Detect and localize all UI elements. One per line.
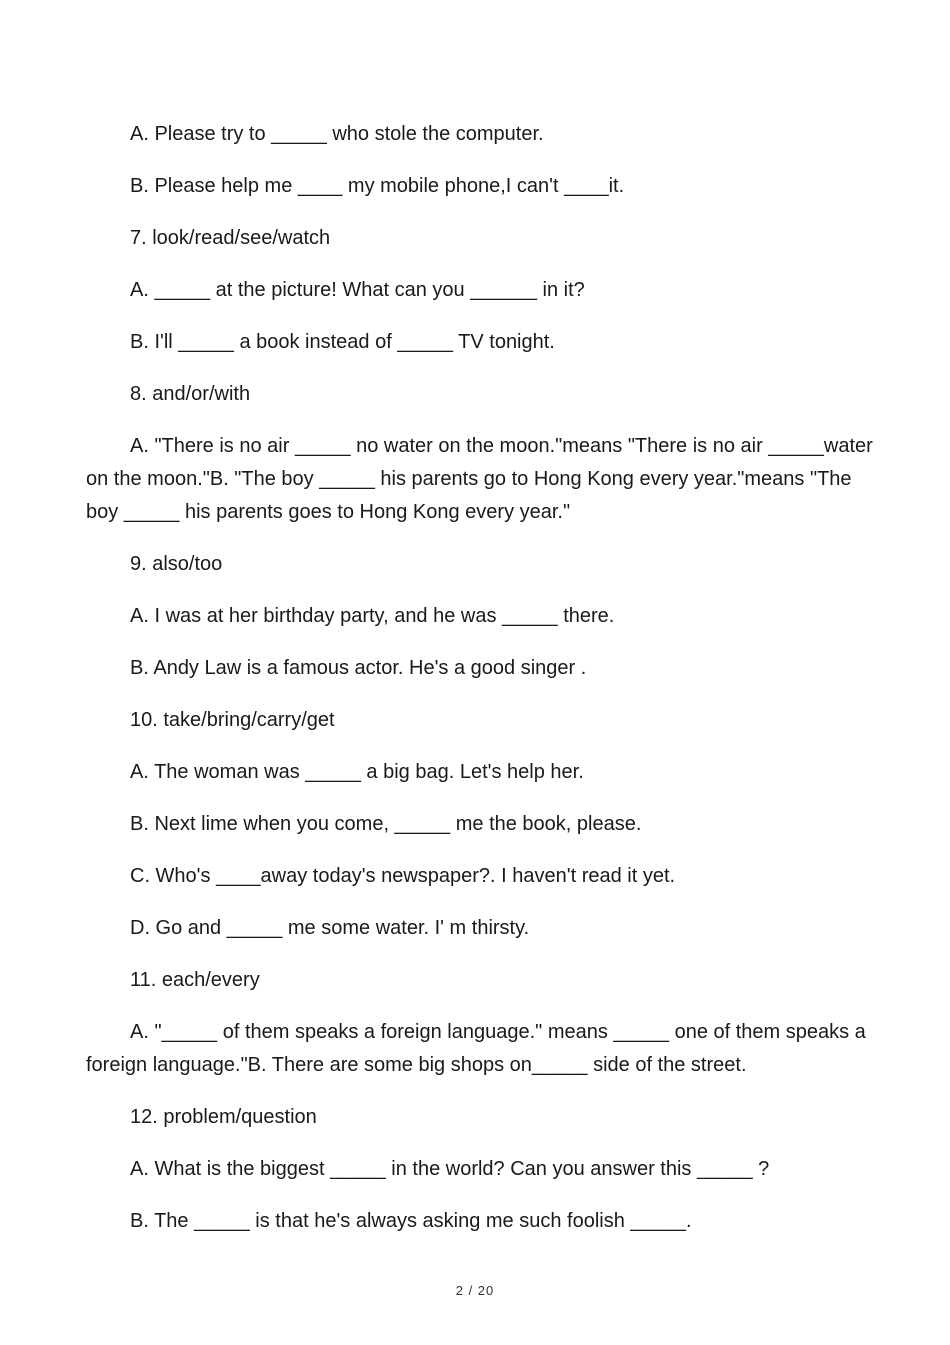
text-paragraph: A. "There is no air _____ no water on the moon."means "There is no air _____water on the moon."B. "The boy _____ his parents go to Hong Kong every year."means "The boy _____ his parents goes to Hong Kong every year." (86, 435, 873, 523)
text-line: D. Go and _____ me some water. I' m thirsty. (130, 917, 530, 939)
section-heading: 8. and/or/with (130, 383, 251, 405)
text-line: B. The _____ is that he's always asking me such foolish _____. (130, 1210, 692, 1232)
text-line: B. I'll _____ a book instead of _____ TV tonight. (130, 331, 555, 353)
section-heading: 12. problem/question (130, 1106, 317, 1128)
text-line: A. Please try to _____ who stole the computer. (130, 123, 544, 145)
section-heading: 9. also/too (130, 553, 223, 575)
text-paragraph: A. "_____ of them speaks a foreign language." means _____ one of them speaks a foreign language."B. There are some big shops on_____ side of the street. (86, 1021, 866, 1076)
text-line: B. Next lime when you come, _____ me the book, please. (130, 813, 642, 835)
section-heading: 11. each/every (130, 969, 260, 991)
text-line: A. I was at her birthday party, and he was _____ there. (130, 605, 615, 627)
text-line: A. The woman was _____ a big bag. Let's help her. (130, 761, 584, 783)
text-line: C. Who's ____away today's newspaper?. I haven't read it yet. (130, 865, 676, 887)
text-line: A. _____ at the picture! What can you ______ in it? (130, 279, 585, 301)
text-line: B. Please help me ____ my mobile phone,I can't ____it. (130, 175, 625, 197)
page-number: 2 / 20 (455, 1283, 495, 1298)
text-line: B. Andy Law is a famous actor. He's a good singer . (130, 657, 587, 679)
text-line: A. What is the biggest _____ in the world? Can you answer this _____ ? (130, 1158, 770, 1180)
section-heading: 10. take/bring/carry/get (130, 709, 335, 731)
page-content (86, 118, 886, 1257)
section-heading: 7. look/read/see/watch (130, 227, 331, 249)
